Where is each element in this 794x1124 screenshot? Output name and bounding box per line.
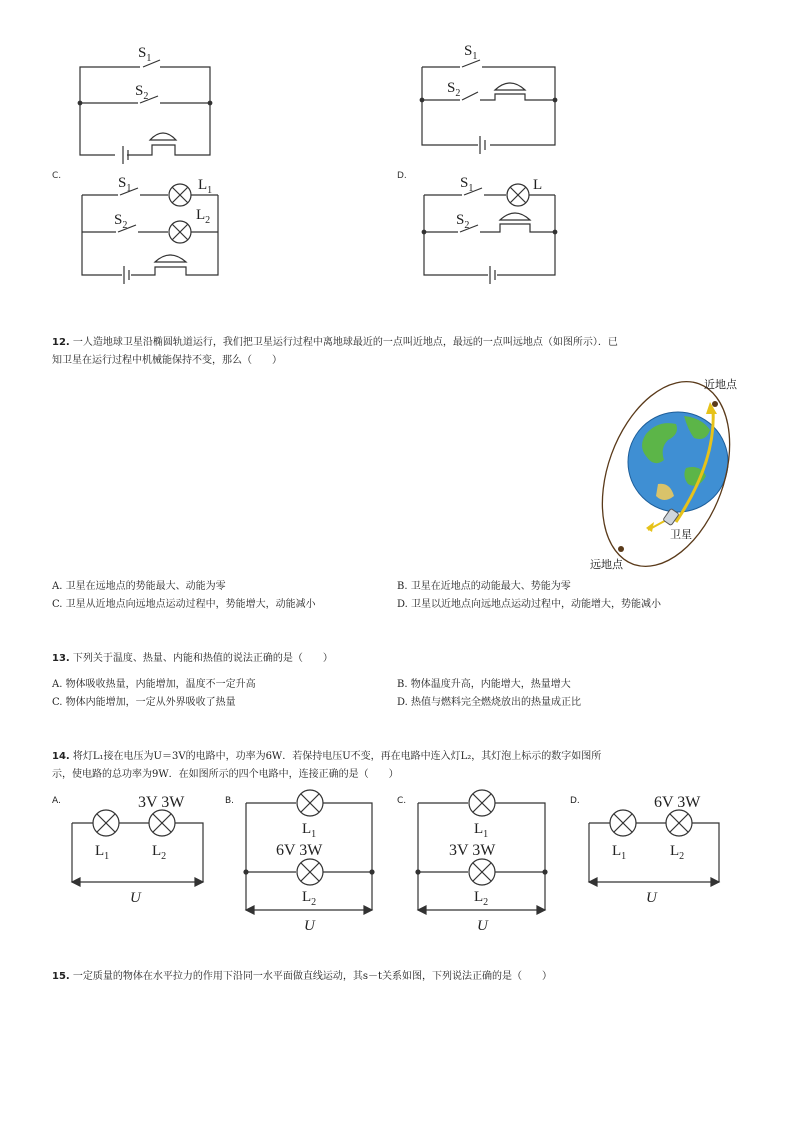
- option-a-label: A.: [52, 796, 61, 806]
- q14-text-line2: 示，使电路的总功率为9W．在如图所示的四个电路中，连接正确的是（ ）: [52, 769, 399, 780]
- lamp-rating: 6V 3W: [276, 842, 323, 859]
- label-perigee: 近地点: [704, 379, 737, 391]
- q12-text-line2: 知卫星在运行过程中机械能保持不变，那么（ ）: [52, 355, 282, 366]
- voltage-u: U: [304, 918, 315, 934]
- question-number: 12.: [52, 337, 70, 348]
- q13-option-b[interactable]: B. 物体温度升高，内能增大，热量增大: [397, 679, 571, 690]
- option-b-label: B.: [225, 796, 235, 806]
- q14-text-line1: 将灯L₁接在电压为U＝3V的电路中，功率为6W．若保持电压U不变，再在电路中连入灯L₂，其灯泡上标示的数字如图所: [72, 751, 602, 762]
- switch-label-s2: $S_2$: [114, 212, 128, 231]
- question-number: 13.: [52, 653, 70, 664]
- lamp-label-l2: $L_2$: [474, 889, 489, 908]
- q12-option-a[interactable]: A. 卫星在远地点的势能最大、动能为零: [52, 581, 226, 592]
- lamp-rating: 3V 3W: [449, 842, 496, 859]
- voltage-u: U: [646, 890, 657, 906]
- switch-label-s2: $S_2$: [447, 80, 461, 99]
- label-satellite: 卫星: [670, 529, 692, 541]
- lamp-rating: 6V 3W: [654, 794, 701, 811]
- lamp-label-l2: $L_2$: [670, 843, 685, 862]
- option-d-label: D.: [397, 171, 407, 181]
- lamp-label-l2: $L_2$: [302, 889, 317, 908]
- q11-circuits: [0, 0, 794, 300]
- voltage-u: U: [130, 890, 141, 906]
- q13-option-a[interactable]: A. 物体吸收热量，内能增加，温度不一定升高: [52, 679, 256, 690]
- q13-option-c[interactable]: C. 物体内能增加，一定从外界吸收了热量: [52, 697, 236, 708]
- switch-label-s1: $S_1$: [464, 43, 478, 62]
- voltage-u: U: [477, 918, 488, 934]
- q12-stem: [52, 334, 742, 370]
- q12-text-line1: 一人造地球卫星沿椭圆轨道运行，我们把卫星运行过程中离地球最近的一点叫近地点，最远的一点叫远地点（如图所示）．已: [72, 337, 618, 348]
- q15-stem: [52, 970, 552, 984]
- q12-option-b[interactable]: B. 卫星在近地点的动能最大、势能为零: [397, 581, 571, 592]
- lamp-label-l2: $L_2$: [152, 843, 167, 862]
- lamp-label-l1: $L_1$: [474, 821, 489, 840]
- q14-stem: [52, 748, 752, 784]
- q12-option-c[interactable]: C. 卫星从近地点向远地点运动过程中，势能增大，动能减小: [52, 599, 316, 610]
- q13-option-d[interactable]: D. 热值与燃料完全燃烧放出的热量成正比: [397, 697, 582, 708]
- switch-label-s2: $S_2$: [456, 212, 470, 231]
- option-d-label: D.: [570, 796, 580, 806]
- switch-label-s1: $S_1$: [138, 45, 152, 64]
- q13-stem: [52, 652, 333, 666]
- question-number: 15.: [52, 971, 70, 982]
- q12-option-d[interactable]: D. 卫星以近地点向远地点运动过程中，动能增大，势能减小: [397, 599, 662, 610]
- label-apogee: 远地点: [590, 559, 623, 571]
- q13-text: 下列关于温度、热量、内能和热值的说法正确的是（ ）: [72, 653, 333, 664]
- question-number: 14.: [52, 751, 70, 762]
- lamp-label-l1: $L_1$: [95, 843, 110, 862]
- q15-text: 一定质量的物体在水平拉力的作用下沿同一水平面做直线运动，其s－t关系如图，下列说法正确的是（ ）: [72, 971, 553, 982]
- lamp-label-l1: $L_1$: [198, 177, 213, 196]
- orbit-diagram: [588, 372, 788, 577]
- option-c-label: C.: [397, 796, 407, 806]
- switch-label-s2: $S_2$: [135, 83, 149, 102]
- switch-label-s1: $S_1$: [118, 175, 132, 194]
- q14-circuits: [0, 785, 794, 945]
- lamp-label-l1: $L_1$: [612, 843, 627, 862]
- switch-label-s1: $S_1$: [460, 175, 474, 194]
- lamp-label-l: L: [533, 177, 543, 193]
- option-c-label: C.: [52, 171, 62, 181]
- lamp-label-l1: $L_1$: [302, 821, 317, 840]
- lamp-rating: 3V 3W: [138, 794, 185, 811]
- lamp-label-l2: $L_2$: [196, 207, 211, 226]
